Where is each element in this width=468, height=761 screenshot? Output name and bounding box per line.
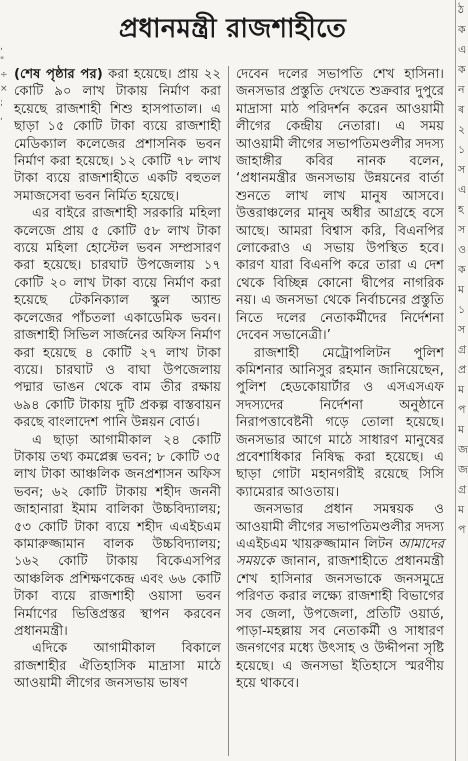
headline: প্রধানমন্ত্রী রাজশাহীতে xyxy=(118,14,347,44)
paragraph: দেবেন দলের সভাপতি শেখ হাসিনা। জনসভার প্রস্তুতি দেখতে শুক্রবার দুপুরে মাদ্রাসা মাঠ পরিদর্শন করেন আওয়ামী লীগের কেন্দ্রীয় নেতারা। এ সময় আওয়ামী লীগের সভাপতিমণ্ডলীর সদস্য জাহাঙ্গীর কবির নানক বলেন, ‘প্রধানমন্ত্রীর জনসভায় উন্নয়নের বার্তা শুনতে লাখ লাখ মানুষ আসবে। উত্তরাঞ্চলের মানুষ অধীর আগ্রহে বসে আছে। আমরা বিশ্বাস করি, বিএনপির লোকেরাও এ সভায় উপস্থিত হবে। কারণ যারা বিএনপি করে তারা এ দেশ থেকে বিচ্ছিন্ন কোনো দ্বীপের নাগরিক নয়। এ জনসভা থেকে নির্বাচনের প্রস্তুতি নিতে দলের নেতাকর্মীদের নির্দেশনা দেবেন সভানেত্রী।’ xyxy=(236,67,444,344)
continuation-kicker: (শেষ পৃষ্ঠার পর) xyxy=(14,67,103,82)
right-edge-bleed: ঠ ক এ ক ন ৰ ২ ১ স এ হ স ও ক ম ১ স গ্ৰ প্ৰ ম প ম জ জ গ্ৰ ম প xyxy=(455,0,467,761)
paragraph: এদিকে আগামীকাল বিকালে রাজশাহীর ঐতিহাসিক মাদ্রাসা মাঠে আওয়ামী লীগের জনসভায় ভাষণ xyxy=(14,641,221,692)
column-divider xyxy=(228,66,229,756)
article-column-left xyxy=(14,66,221,693)
paragraph-text: করা হয়েছে। প্রায় ২২ কোটি ৯০ লাখ টাকায় নির্মাণ করা হয়েছে রাজশাহী শিশু হাসপাতাল। এ ছাড়া ১৫ কোটি টাকা ব্যয়ে রাজশাহী মেডিক্যাল কলেজের প্রশাসনিক ভবন নির্মাণ করা হয়েছে। ১২ কোটি ৭৮ লাখ টাকা ব্যয়ে রাজশাহীতে একটি বহুতল সমাজসেবা ভবন নির্মিত হয়েছে। xyxy=(14,67,221,204)
paragraph: এর বাইরে রাজশাহী সরকারি মহিলা কলেজে প্রায় ৫ কোটি ৫৮ লাখ টাকা ব্যয়ে মহিলা হোস্টেল ভবন সম্প্রসারণ করা হয়েছে। চারঘাট উপজেলায় ১৭ কোটি ২০ লাখ টাকা ব্যয়ে নির্মাণ করা হয়েছে টেকনিক্যাল স্কুল অ্যান্ড কলেজের পাঁচতলা একাডেমিক ভবন। রাজশাহী সিভিল সার্জনের অফিস নির্মাণ করা হয়েছে ৪ কোটি ২৭ লাখ টাকা ব্যয়ে। চারঘাট ও বাঘা উপজেলায় পদ্মার ভাঙন থেকে বাম তীর রক্ষায় ৬৯৪ কোটি টাকায় দুটি প্রকল্প বাস্তবায়ন করছে বাংলাদেশ পানি উন্নয়ন বোর্ড। xyxy=(14,206,221,431)
paragraph-text: জানান, রাজশাহীতে প্রধানমন্ত্রী শেখ হাসিনার জনসভাকে জনসমুদ্রে পরিণত করার লক্ষ্যে রাজশাহী বিভাগের সব জেলা, উপজেলা, প্রতিটি ওয়ার্ড, পাড়া-মহল্লায় সব নেতাকর্মী ও সাধারণ জনগণের মধ্যে উৎসাহ ও উদ্দীপনা সৃষ্টি হয়েছে। এ জনসভা ইতিহাসে স্মরণীয় হয়ে থাকবে। xyxy=(236,554,444,692)
headline-area xyxy=(10,6,455,54)
paragraph-text: জনসভার প্রধান সমন্বয়ক ও আওয়ামী লীগের সভাপতিমণ্ডলীর সদস্য এএইচএম খায়রুজ্জামান লিটন xyxy=(236,502,444,552)
newspaper-name: আমাদের সময়কে xyxy=(236,536,444,570)
left-edge-bleed: , " ÷ × ; , xyxy=(0,42,8,122)
paragraph: রাজশাহী মেট্রোপলিটন পুলিশ কমিশনার আনিসুর রহমান জানিয়েছেন, পুলিশ হেডকোয়ার্টার ও এসএসএফ সদস্যদের নির্দেশনা অনুষ্ঠানে নিরাপত্তাবেষ্টনী গড়ে তোলা হয়েছে। জনসভার আগে মাঠে সাধারণ মানুষের প্রবেশাধিকার নিষিদ্ধ করা হয়েছে। এ ছাড়া গোটা মহানগরীই রয়েছে সিসি ক্যামেরার আওতায়। xyxy=(236,345,444,500)
paragraph: এ ছাড়া আগামীকাল ২৪ কোটি টাকায় তথ্য কমপ্লেক্স ভবন; ৮ কোটি ৩৫ লাখ টাকা আঞ্চলিক জনপ্রশাসন অফিস ভবন; ৬২ কোটি টাকায় শহীদ জননী জাহানারা ইমাম বালিকা উচ্চবিদ্যালয়; ৫৩ কোটি টাকা ব্যয়ে শহীদ এএইচএম কামারুজ্জামান বালক উচ্চবিদ্যালয়; ১৬২ কোটি টাকায় বিকেএসপির আঞ্চলিক প্রশিক্ষণকেন্দ্র এবং ৬৬ কোটি টাকা ব্যয়ে রাজশাহী ওয়াসা ভবন নির্মাণের ভিত্তিপ্রস্তর স্থাপন করবেন প্রধানমন্ত্রী। xyxy=(14,432,221,639)
paragraph xyxy=(14,66,221,205)
paragraph xyxy=(236,501,444,692)
article-column-right xyxy=(236,66,444,693)
